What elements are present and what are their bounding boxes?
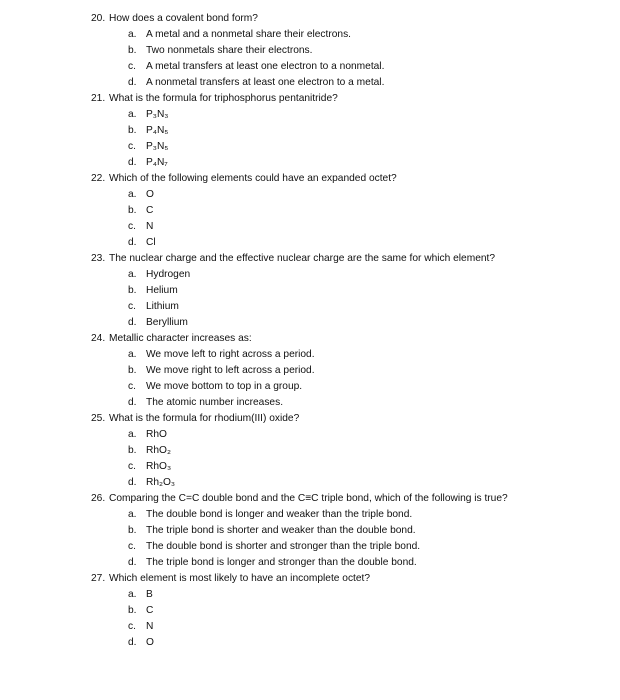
option-letter: d. — [128, 157, 137, 168]
question-stem — [0, 91, 620, 107]
option-text: Hydrogen — [146, 269, 191, 280]
option-letter: d. — [128, 237, 137, 248]
answer-option — [0, 235, 620, 251]
question-21 — [0, 91, 620, 171]
answer-option — [0, 523, 620, 539]
question-text: Which of the following elements could have an expanded octet? — [109, 173, 397, 184]
answer-option — [0, 587, 620, 603]
answer-option — [0, 219, 620, 235]
question-22 — [0, 171, 620, 251]
option-letter: c. — [128, 461, 136, 472]
question-stem — [0, 411, 620, 427]
option-letter: b. — [128, 125, 137, 136]
answer-option — [0, 203, 620, 219]
question-text: How does a covalent bond form? — [109, 13, 258, 24]
option-letter: b. — [128, 285, 137, 296]
option-letter: c. — [128, 541, 136, 552]
answer-option — [0, 347, 620, 363]
option-text: C — [146, 205, 154, 216]
option-text: Rh₂O₃ — [146, 477, 176, 488]
option-letter: c. — [128, 61, 136, 72]
answer-option — [0, 155, 620, 171]
question-text: What is the formula for rhodium(III) oxide? — [109, 413, 300, 424]
option-letter: b. — [128, 205, 137, 216]
answer-option — [0, 283, 620, 299]
option-text: P₃N₃ — [146, 109, 169, 120]
question-25 — [0, 411, 620, 491]
answer-option — [0, 315, 620, 331]
answer-option — [0, 123, 620, 139]
option-text: RhO₂ — [146, 445, 171, 456]
option-text: Lithium — [146, 301, 179, 312]
option-letter: c. — [128, 381, 136, 392]
question-number: 20. — [91, 13, 106, 24]
question-24 — [0, 331, 620, 411]
question-text: Which element is most likely to have an incomplete octet? — [109, 573, 371, 584]
question-stem — [0, 571, 620, 587]
option-text: A nonmetal transfers at least one electron to a metal. — [146, 77, 385, 88]
option-letter: a. — [128, 429, 137, 440]
option-letter: a. — [128, 109, 137, 120]
answer-option — [0, 139, 620, 155]
option-letter: d. — [128, 557, 137, 568]
question-number: 23. — [91, 253, 106, 264]
answer-option — [0, 363, 620, 379]
answer-option — [0, 555, 620, 571]
answer-option — [0, 267, 620, 283]
answer-option — [0, 395, 620, 411]
question-27 — [0, 571, 620, 651]
answer-option — [0, 75, 620, 91]
option-text: N — [146, 621, 154, 632]
option-letter: d. — [128, 317, 137, 328]
question-number: 25. — [91, 413, 106, 424]
question-number: 21. — [91, 93, 106, 104]
option-letter: a. — [128, 509, 137, 520]
option-text: A metal transfers at least one electron to a nonmetal. — [146, 61, 385, 72]
option-text: Cl — [146, 237, 156, 248]
question-stem — [0, 331, 620, 347]
option-letter: d. — [128, 637, 137, 648]
option-text: P₄N₅ — [146, 125, 169, 136]
question-text: Comparing the C=C double bond and the C≡C triple bond, which of the following is true? — [109, 493, 508, 504]
option-letter: b. — [128, 605, 137, 616]
answer-option — [0, 539, 620, 555]
question-stem — [0, 171, 620, 187]
question-text: The nuclear charge and the effective nuclear charge are the same for which element? — [109, 253, 496, 264]
answer-option — [0, 59, 620, 75]
question-number: 22. — [91, 173, 106, 184]
option-letter: d. — [128, 477, 137, 488]
option-text: We move bottom to top in a group. — [146, 381, 303, 392]
option-text: O — [146, 189, 154, 200]
answer-option — [0, 507, 620, 523]
answer-option — [0, 459, 620, 475]
option-letter: a. — [128, 269, 137, 280]
question-number: 24. — [91, 333, 106, 344]
option-text: C — [146, 605, 154, 616]
answer-option — [0, 603, 620, 619]
option-letter: a. — [128, 189, 137, 200]
option-letter: b. — [128, 525, 137, 536]
option-text: RhO₃ — [146, 461, 172, 472]
answer-option — [0, 43, 620, 59]
question-20 — [0, 11, 620, 91]
option-text: We move right to left across a period. — [146, 365, 315, 376]
option-letter: c. — [128, 221, 136, 232]
answer-option — [0, 635, 620, 651]
option-text: The double bond is longer and weaker than the triple bond. — [146, 509, 413, 520]
answer-option — [0, 475, 620, 491]
option-letter: a. — [128, 349, 137, 360]
option-text: We move left to right across a period. — [146, 349, 315, 360]
question-26 — [0, 491, 620, 571]
option-letter: c. — [128, 621, 136, 632]
option-text: RhO — [146, 429, 167, 440]
option-text: The double bond is shorter and stronger than the triple bond. — [146, 541, 421, 552]
option-letter: d. — [128, 397, 137, 408]
question-number: 26. — [91, 493, 106, 504]
option-text: A metal and a nonmetal share their electrons. — [146, 29, 351, 40]
question-text: Metallic character increases as: — [109, 333, 252, 344]
option-text: Two nonmetals share their electrons. — [146, 45, 313, 56]
option-text: P₃N₅ — [146, 141, 169, 152]
question-stem — [0, 251, 620, 267]
answer-option — [0, 427, 620, 443]
question-number: 27. — [91, 573, 106, 584]
answer-option — [0, 27, 620, 43]
option-text: N — [146, 221, 154, 232]
option-letter: b. — [128, 445, 137, 456]
option-letter: b. — [128, 365, 137, 376]
option-text: Beryllium — [146, 317, 188, 328]
question-stem — [0, 491, 620, 507]
answer-option — [0, 379, 620, 395]
option-letter: a. — [128, 589, 137, 600]
option-text: The triple bond is shorter and weaker than the double bond. — [146, 525, 416, 536]
option-letter: c. — [128, 301, 136, 312]
option-letter: c. — [128, 141, 136, 152]
option-letter: b. — [128, 45, 137, 56]
answer-option — [0, 299, 620, 315]
option-letter: a. — [128, 29, 137, 40]
answer-option — [0, 187, 620, 203]
option-text: Helium — [146, 285, 178, 296]
option-text: P₄N₇ — [146, 157, 168, 168]
option-letter: d. — [128, 77, 137, 88]
question-stem — [0, 11, 620, 27]
option-text: O — [146, 637, 154, 648]
question-23 — [0, 251, 620, 331]
answer-option — [0, 443, 620, 459]
option-text: The triple bond is longer and stronger than the double bond. — [146, 557, 417, 568]
answer-option — [0, 107, 620, 123]
answer-option — [0, 619, 620, 635]
option-text: The atomic number increases. — [146, 397, 284, 408]
question-text: What is the formula for triphosphorus pentanitride? — [109, 93, 338, 104]
option-text: B — [146, 589, 153, 600]
